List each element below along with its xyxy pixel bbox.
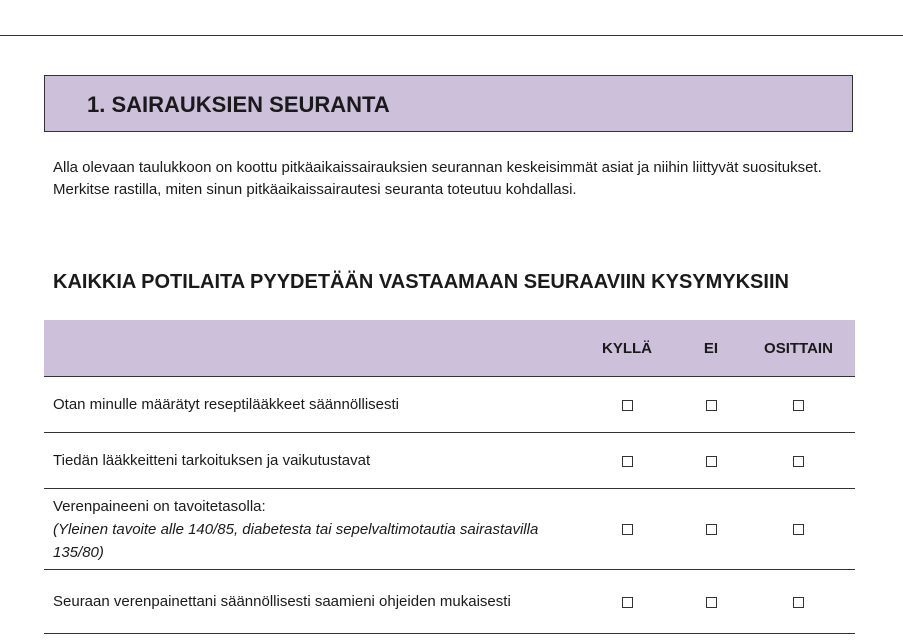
partly-cell — [742, 489, 855, 570]
intro-text — [53, 157, 853, 201]
partly-checkbox[interactable] — [793, 524, 804, 535]
no-cell — [680, 489, 742, 570]
partly-checkbox[interactable] — [793, 456, 804, 467]
no-checkbox[interactable] — [706, 456, 717, 467]
no-checkbox[interactable] — [706, 524, 717, 535]
yes-cell — [574, 489, 680, 570]
question-note: (Yleinen tavoite alle 140/85, diabetesta tai sepelvaltimotautia sairastavilla 135/80) — [53, 520, 539, 561]
partly-cell — [742, 570, 855, 634]
header-yes: KYLLÄ — [574, 320, 680, 377]
partly-cell — [742, 377, 855, 433]
table-row — [44, 377, 855, 433]
no-cell — [680, 377, 742, 433]
no-cell — [680, 570, 742, 634]
intro-paragraph-2: Merkitse rastilla, miten sinun pitkäaikaissairautesi seuranta toteutuu kohdallasi. — [53, 181, 577, 198]
no-checkbox[interactable] — [706, 400, 717, 411]
yes-checkbox[interactable] — [622, 524, 633, 535]
questions-table — [44, 320, 855, 634]
table-row — [44, 433, 855, 489]
yes-cell — [574, 433, 680, 489]
yes-checkbox[interactable] — [622, 400, 633, 411]
table-row — [44, 570, 855, 634]
section-title: 1. SAIRAUKSIEN SEURANTA — [87, 92, 390, 117]
header-partly: OSITTAIN — [742, 320, 855, 377]
partly-checkbox[interactable] — [793, 400, 804, 411]
yes-checkbox[interactable] — [622, 456, 633, 467]
partly-checkbox[interactable] — [793, 597, 804, 608]
question-label: Seuraan verenpainettani säännöllisesti saamieni ohjeiden mukaisesti — [53, 593, 511, 610]
yes-checkbox[interactable] — [622, 597, 633, 608]
partly-cell — [742, 433, 855, 489]
question-text — [44, 570, 574, 634]
question-label: Verenpaineeni on tavoitetasolla: — [53, 497, 266, 515]
question-label: Tiedän lääkkeitteni tarkoituksen ja vaikutustavat — [53, 452, 371, 469]
question-text — [44, 489, 574, 570]
question-text — [44, 433, 574, 489]
section-header — [44, 75, 853, 132]
header-no: EI — [680, 320, 742, 377]
table-header-row — [44, 320, 855, 377]
yes-cell — [574, 377, 680, 433]
question-label: Otan minulle määrätyt reseptilääkkeet säännöllisesti — [53, 396, 400, 413]
yes-cell — [574, 570, 680, 634]
questions-subheading: KAIKKIA POTILAITA PYYDETÄÄN VASTAAMAAN SEURAAVIIN KYSYMYKSIIN — [53, 271, 789, 293]
no-checkbox[interactable] — [706, 597, 717, 608]
question-text — [44, 377, 574, 433]
table-row — [44, 489, 855, 570]
header-question — [44, 320, 574, 377]
page-top-rule — [0, 35, 903, 36]
no-cell — [680, 433, 742, 489]
intro-paragraph-1: Alla olevaan taulukkoon on koottu pitkäaikaissairauksien seurannan keskeisimmät asiat ja niihin liittyvät suositukset. — [53, 159, 822, 176]
